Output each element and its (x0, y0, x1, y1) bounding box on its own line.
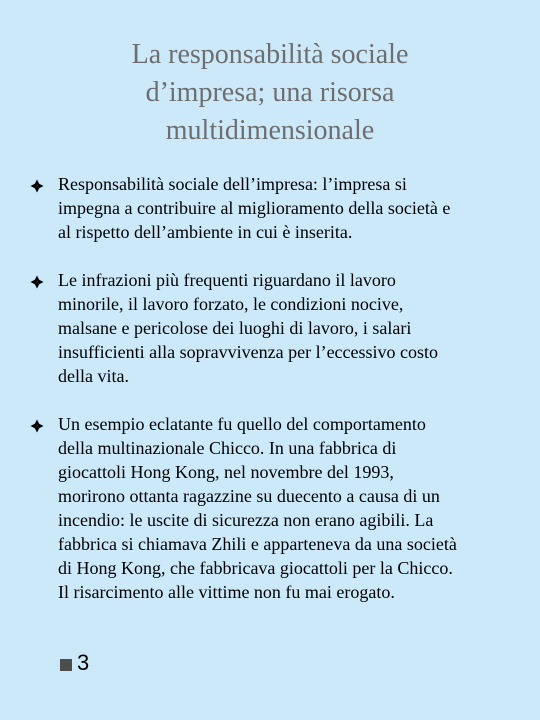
bullet-text-line: fabbrica si chiamava Zhili e apparteneva da una società (58, 534, 457, 554)
diamond-bullet-icon (30, 179, 44, 193)
page-number (60, 648, 89, 678)
slide-title-line: multidimensionale (165, 115, 375, 146)
bullet-text-line: Un esempio eclatante fu quello del comportamento (58, 414, 426, 434)
slide-title-line: La responsabilità sociale (131, 39, 409, 70)
bullet-text-line: Le infrazioni più frequenti riguardano il lavoro (58, 270, 396, 290)
bullet-text-line: minorile, il lavoro forzato, le condizioni nocive, (58, 294, 404, 314)
bullet-item (30, 268, 510, 388)
bullet-text-line: di Hong Kong, che fabbricava giocattoli per la Chicco. (58, 558, 453, 578)
bullet-text-line: al rispetto dell’ambiente in cui è inserita. (58, 222, 353, 242)
diamond-bullet-icon (30, 419, 44, 433)
square-bullet-icon (60, 659, 72, 671)
bullet-text-line: incendio: le uscite di sicurezza non erano agibili. La (58, 510, 434, 530)
bullet-text-line: Il risarcimento alle vittime non fu mai erogato. (58, 582, 395, 602)
bullet-text-line: impegna a contribuire al miglioramento della società e (58, 198, 451, 218)
bullet-item (30, 412, 510, 604)
bullet-item (30, 172, 510, 244)
bullet-text-line: malsane e pericolose dei luoghi di lavoro, i salari (58, 318, 412, 338)
bullet-text-line: morirono ottanta ragazzine su duecento a causa di un (58, 486, 440, 506)
bullet-list (30, 172, 510, 628)
bullet-text-line: Responsabilità sociale dell’impresa: l’impresa si (58, 174, 407, 194)
page-number-label: 3 (77, 650, 90, 675)
slide-title (40, 36, 500, 150)
slide-title-line: d’impresa; una risorsa (145, 77, 395, 108)
bullet-text-line: giocattoli Hong Kong, nel novembre del 1993, (58, 462, 394, 482)
bullet-text-line: della vita. (58, 366, 129, 386)
bullet-text-line: insufficienti alla sopravvivenza per l’eccessivo costo (58, 342, 439, 362)
diamond-bullet-icon (30, 275, 44, 289)
bullet-text-line: della multinazionale Chicco. In una fabbrica di (58, 438, 397, 458)
